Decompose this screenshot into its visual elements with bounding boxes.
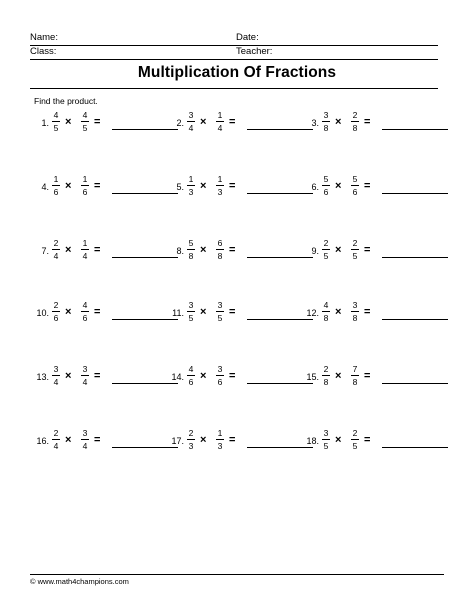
numerator: 2 (352, 110, 358, 120)
fraction-b (79, 110, 91, 133)
times-symbol: × (200, 370, 207, 382)
denominator: 5 (323, 251, 329, 261)
denominator: 6 (217, 377, 223, 387)
denominator: 6 (323, 187, 329, 197)
denominator: 5 (352, 251, 358, 261)
denominator: 4 (82, 377, 88, 387)
numerator: 2 (352, 238, 358, 248)
fraction-bar (322, 185, 330, 186)
problem-number: 12. (306, 308, 319, 318)
answer-line[interactable] (382, 257, 448, 258)
numerator: 4 (82, 300, 88, 310)
numerator: 3 (82, 364, 88, 374)
fraction-a (320, 110, 332, 133)
denominator: 8 (323, 313, 329, 323)
fraction-bar (351, 439, 359, 440)
numerator: 3 (82, 428, 88, 438)
denominator: 4 (53, 441, 59, 451)
times-symbol: × (65, 180, 72, 192)
instruction-text: Find the product. (34, 96, 98, 106)
footer-divider (30, 574, 444, 575)
times-symbol: × (335, 434, 342, 446)
denominator: 4 (188, 123, 194, 133)
problem-5 (168, 174, 318, 200)
equals-symbol: = (364, 116, 371, 128)
denominator: 6 (53, 187, 59, 197)
fraction-bar (52, 185, 60, 186)
times-symbol: × (335, 306, 342, 318)
numerator: 1 (217, 428, 223, 438)
fraction-b (79, 428, 91, 451)
numerator: 3 (188, 110, 194, 120)
fraction-a (50, 300, 62, 323)
fraction-a (320, 364, 332, 387)
equals-symbol: = (364, 244, 371, 256)
problem-13 (33, 364, 183, 390)
equals-symbol: = (364, 434, 371, 446)
denominator: 5 (352, 441, 358, 451)
problem-3 (303, 110, 453, 136)
answer-line[interactable] (382, 319, 448, 320)
problem-number: 1. (41, 118, 49, 128)
equals-symbol: = (229, 434, 236, 446)
fraction-a (185, 238, 197, 261)
answer-line[interactable] (382, 193, 448, 194)
class-label: Class: (30, 46, 57, 57)
denominator: 5 (82, 123, 88, 133)
numerator: 2 (188, 428, 194, 438)
problem-9 (303, 238, 453, 264)
fraction-bar (81, 375, 89, 376)
times-symbol: × (65, 116, 72, 128)
fraction-bar (351, 185, 359, 186)
times-symbol: × (200, 244, 207, 256)
fraction-b (349, 428, 361, 451)
page-title: Multiplication Of Fractions (137, 64, 337, 81)
numerator: 5 (188, 238, 194, 248)
problem-number: 2. (176, 118, 184, 128)
numerator: 4 (323, 300, 329, 310)
equals-symbol: = (229, 244, 236, 256)
title-divider (30, 88, 438, 89)
denominator: 5 (217, 313, 223, 323)
problem-16 (33, 428, 183, 454)
fraction-bar (216, 375, 224, 376)
fraction-b (214, 300, 226, 323)
fraction-a (320, 238, 332, 261)
problem-7 (33, 238, 183, 264)
numerator: 1 (82, 174, 88, 184)
numerator: 2 (53, 238, 59, 248)
denominator: 3 (217, 441, 223, 451)
numerator: 3 (323, 110, 329, 120)
problem-15 (303, 364, 453, 390)
problem-number: 9. (311, 246, 319, 256)
problem-number: 10. (36, 308, 49, 318)
denominator: 8 (217, 251, 223, 261)
times-symbol: × (200, 434, 207, 446)
denominator: 6 (53, 313, 59, 323)
equals-symbol: = (229, 180, 236, 192)
fraction-b (79, 300, 91, 323)
header-row-name-date (30, 32, 438, 46)
denominator: 4 (217, 123, 223, 133)
problem-number: 7. (41, 246, 49, 256)
fraction-a (50, 110, 62, 133)
fraction-bar (351, 375, 359, 376)
equals-symbol: = (94, 244, 101, 256)
fraction-b (349, 300, 361, 323)
problem-2 (168, 110, 318, 136)
fraction-bar (351, 249, 359, 250)
fraction-a (50, 238, 62, 261)
fraction-a (50, 364, 62, 387)
fraction-b (349, 238, 361, 261)
fraction-bar (52, 311, 60, 312)
problem-number: 4. (41, 182, 49, 192)
fraction-bar (187, 121, 195, 122)
problem-number: 16. (36, 436, 49, 446)
problem-4 (33, 174, 183, 200)
numerator: 5 (352, 174, 358, 184)
fraction-bar (187, 249, 195, 250)
times-symbol: × (335, 244, 342, 256)
denominator: 5 (188, 313, 194, 323)
problem-number: 11. (172, 308, 184, 318)
fraction-bar (351, 121, 359, 122)
numerator: 3 (323, 428, 329, 438)
teacher-label: Teacher: (236, 46, 273, 57)
fraction-bar (81, 249, 89, 250)
fraction-a (50, 428, 62, 451)
fraction-bar (216, 311, 224, 312)
times-symbol: × (335, 180, 342, 192)
fraction-b (79, 364, 91, 387)
fraction-bar (81, 185, 89, 186)
answer-line[interactable] (382, 129, 448, 130)
problem-number: 14. (171, 372, 184, 382)
problem-number: 8. (176, 246, 184, 256)
fraction-a (185, 110, 197, 133)
problem-number: 15. (306, 372, 319, 382)
times-symbol: × (65, 370, 72, 382)
fraction-b (214, 174, 226, 197)
denominator: 5 (323, 441, 329, 451)
fraction-a (320, 428, 332, 451)
fraction-bar (351, 311, 359, 312)
denominator: 6 (82, 313, 88, 323)
class-teacher-write-line[interactable] (30, 59, 438, 60)
numerator: 2 (323, 238, 329, 248)
fraction-b (214, 428, 226, 451)
times-symbol: × (200, 116, 207, 128)
numerator: 2 (352, 428, 358, 438)
equals-symbol: = (229, 370, 236, 382)
equals-symbol: = (94, 116, 101, 128)
denominator: 4 (82, 251, 88, 261)
denominator: 3 (217, 187, 223, 197)
problem-12 (303, 300, 453, 326)
denominator: 3 (188, 187, 194, 197)
fraction-a (50, 174, 62, 197)
denominator: 6 (82, 187, 88, 197)
numerator: 5 (323, 174, 329, 184)
fraction-b (79, 174, 91, 197)
fraction-a (185, 364, 197, 387)
fraction-a (185, 428, 197, 451)
fraction-b (349, 364, 361, 387)
fraction-bar (322, 249, 330, 250)
numerator: 1 (217, 174, 223, 184)
fraction-bar (216, 185, 224, 186)
numerator: 1 (53, 174, 59, 184)
numerator: 4 (82, 110, 88, 120)
problem-6 (303, 174, 453, 200)
fraction-bar (187, 311, 195, 312)
footer-copyright: © www.math4champions.com (30, 577, 129, 586)
numerator: 1 (188, 174, 194, 184)
equals-symbol: = (229, 116, 236, 128)
fraction-bar (81, 311, 89, 312)
denominator: 6 (188, 377, 194, 387)
fraction-bar (187, 185, 195, 186)
denominator: 3 (188, 441, 194, 451)
problem-14 (168, 364, 318, 390)
fraction-bar (322, 439, 330, 440)
times-symbol: × (65, 434, 72, 446)
problem-number: 6. (311, 182, 319, 192)
times-symbol: × (335, 116, 342, 128)
times-symbol: × (65, 244, 72, 256)
fraction-bar (322, 375, 330, 376)
fraction-bar (52, 249, 60, 250)
fraction-a (185, 300, 197, 323)
denominator: 8 (323, 377, 329, 387)
header-row-class-teacher (30, 46, 438, 60)
equals-symbol: = (364, 180, 371, 192)
problem-18 (303, 428, 453, 454)
date-label: Date: (236, 32, 259, 43)
equals-symbol: = (94, 306, 101, 318)
fraction-bar (187, 375, 195, 376)
numerator: 3 (217, 300, 223, 310)
equals-symbol: = (229, 306, 236, 318)
answer-line[interactable] (382, 383, 448, 384)
answer-line[interactable] (382, 447, 448, 448)
fraction-a (185, 174, 197, 197)
problem-number: 3. (311, 118, 319, 128)
times-symbol: × (200, 180, 207, 192)
fraction-b (79, 238, 91, 261)
name-label: Name: (30, 32, 58, 43)
denominator: 6 (352, 187, 358, 197)
numerator: 2 (53, 428, 59, 438)
fraction-bar (216, 249, 224, 250)
fraction-a (320, 300, 332, 323)
fraction-bar (187, 439, 195, 440)
fraction-bar (322, 121, 330, 122)
equals-symbol: = (94, 370, 101, 382)
problem-number: 17. (171, 436, 184, 446)
problem-number: 18. (306, 436, 319, 446)
fraction-bar (322, 311, 330, 312)
equals-symbol: = (94, 434, 101, 446)
problem-number: 13. (36, 372, 49, 382)
numerator: 1 (217, 110, 223, 120)
equals-symbol: = (364, 370, 371, 382)
fraction-bar (216, 121, 224, 122)
problem-1 (33, 110, 183, 136)
denominator: 8 (188, 251, 194, 261)
numerator: 3 (217, 364, 223, 374)
denominator: 4 (53, 251, 59, 261)
numerator: 7 (352, 364, 358, 374)
numerator: 4 (53, 110, 59, 120)
equals-symbol: = (94, 180, 101, 192)
times-symbol: × (200, 306, 207, 318)
problem-17 (168, 428, 318, 454)
denominator: 4 (53, 377, 59, 387)
denominator: 5 (53, 123, 59, 133)
fraction-b (214, 110, 226, 133)
fraction-bar (52, 375, 60, 376)
numerator: 3 (188, 300, 194, 310)
numerator: 2 (53, 300, 59, 310)
problem-number: 5. (176, 182, 184, 192)
fraction-a (320, 174, 332, 197)
denominator: 4 (82, 441, 88, 451)
numerator: 6 (217, 238, 223, 248)
numerator: 3 (352, 300, 358, 310)
numerator: 4 (188, 364, 194, 374)
numerator: 3 (53, 364, 59, 374)
times-symbol: × (65, 306, 72, 318)
denominator: 8 (352, 313, 358, 323)
denominator: 8 (352, 123, 358, 133)
fraction-bar (216, 439, 224, 440)
problem-8 (168, 238, 318, 264)
fraction-b (349, 110, 361, 133)
times-symbol: × (335, 370, 342, 382)
fraction-b (214, 364, 226, 387)
fraction-bar (81, 439, 89, 440)
equals-symbol: = (364, 306, 371, 318)
numerator: 2 (323, 364, 329, 374)
problem-11 (168, 300, 318, 326)
fraction-bar (81, 121, 89, 122)
fraction-bar (52, 121, 60, 122)
fraction-b (214, 238, 226, 261)
problem-10 (33, 300, 183, 326)
numerator: 1 (82, 238, 88, 248)
fraction-b (349, 174, 361, 197)
denominator: 8 (352, 377, 358, 387)
fraction-bar (52, 439, 60, 440)
denominator: 8 (323, 123, 329, 133)
